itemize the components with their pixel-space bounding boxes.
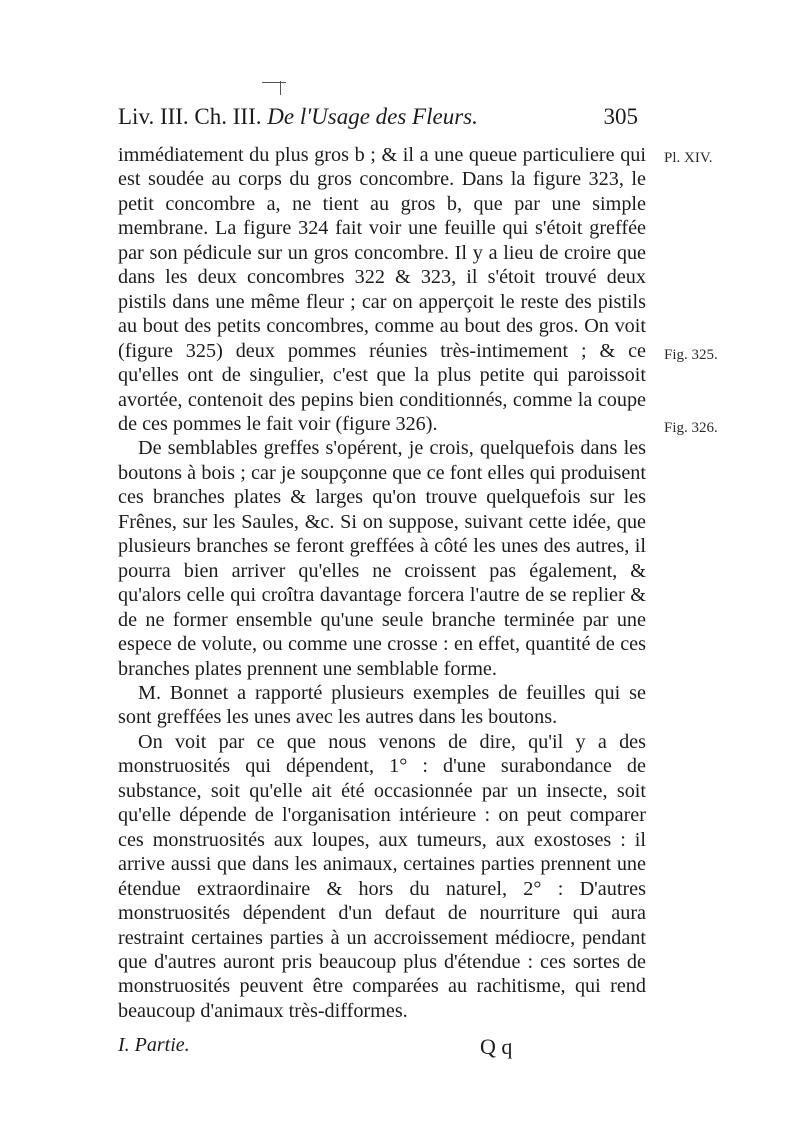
margin-note-fig-326: Fig. 326. — [664, 420, 718, 436]
signature-mark: Q q — [480, 1034, 513, 1059]
page-number: 305 — [603, 104, 638, 129]
margin-note-fig-325: Fig. 325. — [664, 347, 718, 363]
header-book-chapter: Liv. III. Ch. III. — [118, 104, 262, 129]
page-footer — [118, 1034, 638, 1064]
running-header — [118, 104, 638, 138]
paragraph-2: De semblables greffes s'opérent, je crois, quelquefois dans les boutons à bois ; car je soupçonne que ce font elles qui produisent ces branches plates & larges qu'on trouve quelquefois sur les Frênes, sur les Saules, &c. Si on suppose, suivant cette idée, que plusieurs branches se feront greffées à côté les unes des autres, il pourra bien arriver qu'elles ne croissent pas également, & qu'alors celle qui croîtra davantage forcera l'autre de se replier & de ne former ensemble qu'une seule branche terminée par une espece de volute, ou comme une crosse : en effet, quantité de ces branches plates prennent une semblable forme. — [118, 437, 646, 680]
printer-mark — [262, 82, 286, 95]
paragraph-3: M. Bonnet a rapporté plusieurs exemples de feuilles qui se sont greffées les unes avec les autres dans les boutons. — [118, 681, 646, 729]
margin-note-plate: Pl. XIV. — [664, 150, 713, 166]
body-text — [118, 143, 646, 1023]
footer-part: I. Partie. — [118, 1034, 190, 1056]
paragraph-4: On voit par ce que nous venons de dire, qu'il y a des monstruosités qui dépendent, 1° : d'une surabondance de substance, soit qu'elle ait été occasionnée par un insecte, soit qu'elle dépende de l'organisation intérieure : on peut comparer ces monstruosités aux loupes, aux tumeurs, aux exostoses : il arrive aussi que dans les animaux, certaines parties prennent une étendue extraordinaire & hors du naturel, 2° : D'autres monstruosités dépendent d'un defaut de nourriture qui aura restraint certaines parties à un accroissement médiocre, pendant que d'autres auront pris beaucoup plus d'étendue : ces sortes de monstruosités peuvent être comparées au rachitisme, qui rend beaucoup d'animaux très-difformes. — [118, 730, 646, 1022]
paragraph-1: immédiatement du plus gros b ; & il a une queue particuliere qui est soudée au corps du gros concombre. Dans la figure 323, le petit concombre a, ne tient au gros b, que par une simple membrane. La figure 324 fait voir une feuille qui s'étoit greffée par son pédicule sur un gros concombre. Il y a lieu de croire que dans les deux concombres 322 & 323, il s'étoit trouvé deux pistils dans une même fleur ; car on apperçoit le reste des pistils au bout des petits concombres, comme au bout des gros. On voit (figure 325) deux pommes réunies très-intimement ; & ce qu'elles ont de singulier, c'est que la plus petite qui paroissoit avortée, contenoit des pepins bien conditionnés, comme la coupe de ces pommes le fait voir (figure 326). — [118, 144, 646, 435]
header-title: De l'Usage des Fleurs. — [267, 104, 478, 129]
